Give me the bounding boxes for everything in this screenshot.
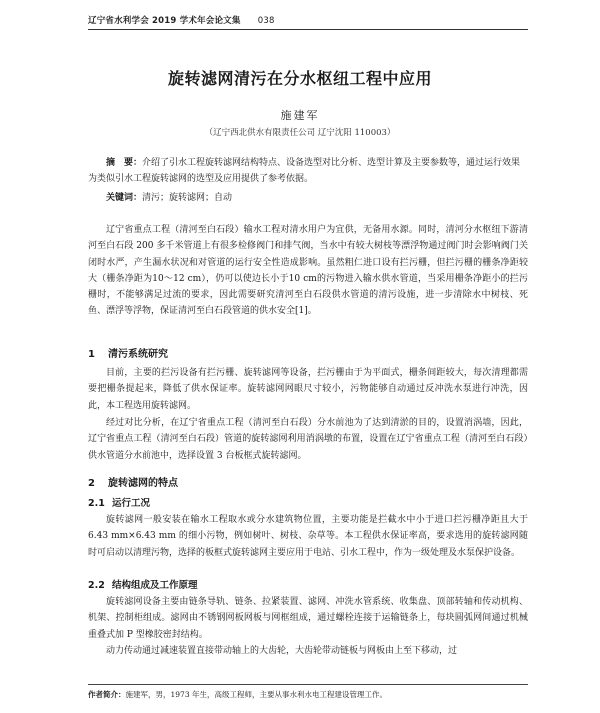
- intro-paragraph: 辽宁省重点工程（清河至白石段）输水工程对清水用户为宜供，无备用水源。同时，清河分水枢纽下游清河至白石段 200 多千米管道上有很多检修阀门和排气阀，当水中有较大树枝等漂浮物通过阀门时会影响阀门关闭时水严，产生漏水状况和对管道的运行安全性造成影响。虽然粗仁进口设有拦污栅，但拦污栅的栅条净距较大（栅条净距为10～12 cm），仍可以使边长小于10 cm的污物进入输水供水管道，当采用栅条净距小的拦污栅时，不能够满足过流的要求，因此需要研究清河至白石段供水管道的清污设施，进一步清除水中树枝、死鱼、漂浮等浮物，保证清河至白石段管道的供水安全[1]。: [88, 225, 528, 317]
- section-1-title: 清污系统研究: [108, 349, 168, 360]
- keywords: [88, 190, 528, 206]
- author-affiliation: （辽宁西北供水有限责任公司 辽宁沈阳 110003）: [204, 128, 396, 138]
- section-1-heading: [88, 345, 168, 360]
- section-2-title: 旋转滤网的特点: [108, 478, 178, 489]
- abstract-text: 介绍了引水工程旋转滤网结构特点、设备选型对比分析、选型计算及主要参数等，通过运行效果为类似引水工程旋转滤网的选型及应用提供了参考依据。: [88, 158, 521, 184]
- abstract-label: 摘 要：: [106, 158, 143, 168]
- section-2-heading: [88, 474, 178, 489]
- section-1-paragraph-2: 经过对比分析，在辽宁省重点工程（清河至白石段）分水前池为了达到清淤的目的，设置消涡墙，因此，辽宁省重点工程（清河至白石段）管道的旋转滤网利用消涡墩的布置，设置在辽宁省重点工程（清河至白石段）供水管道分水前池中，选择设置 3 台板框式旋转滤网。: [88, 418, 528, 461]
- footnote-divider: [88, 684, 528, 685]
- author-name: 施建军: [280, 109, 320, 122]
- page-number: 038: [257, 16, 275, 26]
- subsection-2-1-number: 2.1: [88, 498, 105, 509]
- subsection-2-2-title: 结构组成及工作原理: [112, 580, 198, 591]
- paper-title: 旋转滤网清污在分水枢纽工程中应用: [167, 69, 432, 88]
- subsection-2-1-heading: [88, 495, 150, 509]
- subsection-2-1-paragraph: 旋转滤网一般安装在输水工程取水或分水建筑物位置，主要功能是拦截水中小于进口拦污栅净距且大于 6.43 mm×6.43 mm 的细小污物，例如树叶、树枝、杂草等。本工程供水保证率高，要求选用的旋转滤网随时可启动以清理污物，选择的板框式旋转滤网主要应用于电站、引水工程中，作为一级处理及水泵保护设备。: [88, 515, 528, 558]
- header-divider: [88, 29, 528, 30]
- author-footnote: [88, 689, 528, 700]
- subsection-2-2-heading: [88, 577, 198, 591]
- subsection-2-2-paragraph-2: 动力传动通过减速装置直接带动轴上的大齿轮，大齿轮带动链板与网板由上至下移动，过: [106, 646, 458, 656]
- footnote-text: 施建军，男，1973 年生，高级工程师，主要从事水利水电工程建设管理工作。: [125, 690, 387, 699]
- journal-name: 辽宁省水利学会 2019 学术年会论文集: [88, 16, 241, 26]
- keywords-text: 清污；旋转滤网；自动: [142, 193, 233, 203]
- section-1-number: 1: [88, 349, 95, 360]
- section-1-paragraph-1: 目前，主要的拦污设备有拦污栅、旋转滤网等设备，拦污栅由于为平面式，栅条间距较大，每次清理都需要把栅条提起来，降低了供水保证率。旋转滤网网眼尺寸较小，污物能够自动通过反冲洗水泵进行冲洗，因此，本工程选用旋转滤网。: [88, 368, 528, 411]
- subsection-2-1-title: 运行工况: [112, 498, 151, 509]
- subsection-2-2-paragraph-1: 旋转滤网设备主要由链条导轨、链条、拉紧装置、滤网、冲洗水管系统、收集盘、顶部转轴和传动机构、机架、控制柜组成。滤网由不锈钢网板网板与网框组成，通过螺栓连接于运输链条上，每块圆弧网间通过机械重叠式加 P 型橡胶密封结构。: [88, 597, 528, 640]
- footnote-label: 作者简介：: [88, 690, 126, 699]
- keywords-label: 关键词：: [106, 193, 143, 203]
- abstract: [88, 155, 528, 187]
- subsection-2-2-number: 2.2: [88, 580, 105, 591]
- running-header: [88, 14, 275, 26]
- section-2-number: 2: [88, 478, 95, 489]
